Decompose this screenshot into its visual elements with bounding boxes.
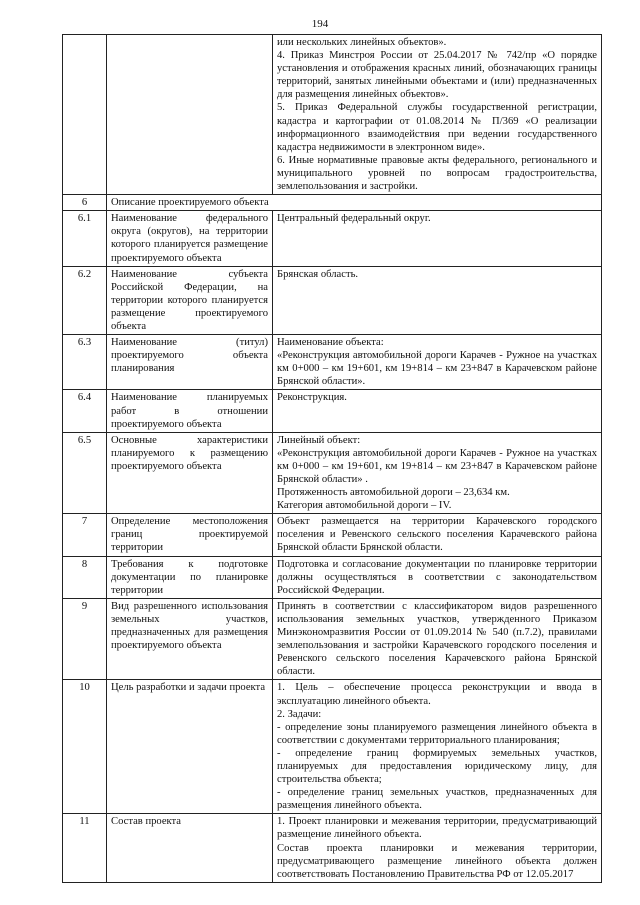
- table-row: [63, 514, 602, 556]
- value-paragraph: Наименование объекта:: [277, 337, 384, 349]
- row-number: 10: [63, 680, 107, 814]
- table-row: [63, 598, 602, 680]
- row-label: Наименование субъекта Российской Федерации, на территории которого планируется размещение проектируемого объекта: [107, 266, 273, 334]
- row-label: Цель разработки и задачи проекта: [107, 680, 273, 814]
- row-value: [273, 211, 602, 266]
- value-paragraph: 5. Приказ Федеральной службы государственной регистрации, кадастра и картографии от 01.08.2014 № П/369 «О реализации информационного взаимодействия при ведении государственного кадастра недвижимости в электронном виде».: [277, 102, 597, 153]
- row-value: [273, 266, 602, 334]
- value-paragraph: Линейный объект:: [277, 434, 361, 446]
- table-row: [63, 335, 602, 390]
- value-paragraph: 4. Приказ Минстроя России от 25.04.2017 № 742/пр «О порядке установления и отображения красных линий, обозначающих границы территорий, занятых линейными объектами и (или) предназначенных для размещения линейных объектов».: [277, 50, 597, 101]
- value-paragraph: - определение зоны планируемого размещения линейного объекта в соответствии с документами территориального планирования;: [277, 721, 597, 746]
- row-label: Требования к подготовке документации по планировке территории: [107, 556, 273, 598]
- value-paragraph: Подготовка и согласование документации по планировке территории должны осуществляться в соответствии с законодательством Российской Федерации.: [277, 558, 597, 596]
- value-paragraph: или нескольких линейных объектов».: [277, 37, 447, 48]
- value-paragraph: - определение границ земельных участков, предназначенных для размещения линейного объекта.: [277, 787, 597, 812]
- value-paragraph: Протяженность автомобильной дороги – 23,634 км.: [277, 487, 510, 499]
- row-value: [273, 514, 602, 556]
- value-paragraph: - определение границ формируемых земельных участков, планируемых для предоставления юридическому лицу, для строительства объекта;: [277, 747, 597, 786]
- row-value: [273, 814, 602, 882]
- row-value: [273, 556, 602, 598]
- row-number: 9: [63, 598, 107, 680]
- table-row: [63, 814, 602, 882]
- row-number: 6.1: [63, 211, 107, 266]
- value-paragraph: Центральный федеральный округ.: [277, 213, 431, 225]
- value-paragraph: 2. Задачи:: [277, 708, 322, 720]
- row-number: 6.2: [63, 266, 107, 334]
- row-label: Определение местоположения границ проектируемой территории: [107, 514, 273, 556]
- row-number: 7: [63, 514, 107, 556]
- row-label: [107, 35, 273, 195]
- value-paragraph: Брянская область.: [277, 268, 359, 280]
- table-row: [63, 35, 602, 195]
- row-number: 6.4: [63, 390, 107, 432]
- row-value: [273, 598, 602, 680]
- value-paragraph: 1. Цель – обеспечение процесса реконструкции и ввода в эксплуатацию линейного объекта.: [277, 682, 597, 707]
- row-label: Состав проекта: [107, 814, 273, 882]
- row-number: 6.5: [63, 432, 107, 514]
- row-label: Вид разрешенного использования земельных участков, предназначенных для размещения проектируемого объекта: [107, 598, 273, 680]
- section-heading: Описание проектируемого объекта: [107, 195, 602, 211]
- table-row: [63, 432, 602, 514]
- table-row: [63, 556, 602, 598]
- value-paragraph: Категория автомобильной дороги – IV.: [277, 500, 452, 512]
- row-number: 8: [63, 556, 107, 598]
- row-value: [273, 680, 602, 814]
- row-number: 11: [63, 814, 107, 882]
- row-label: Наименование (титул) проектируемого объекта планирования: [107, 335, 273, 390]
- value-paragraph: Реконструкция.: [277, 392, 347, 404]
- value-paragraph: 6. Иные нормативные правовые акты федерального, регионального и муниципального уровней по вопросам градостроительства, землепользования и застройки.: [277, 154, 597, 193]
- row-value: [273, 432, 602, 514]
- table-row: [63, 390, 602, 432]
- table-row: [63, 195, 602, 211]
- row-label: Наименование федерального округа (округов), на территории которого планируется размещение проектируемого объекта: [107, 211, 273, 266]
- table-row: [63, 266, 602, 334]
- table-row: [63, 211, 602, 266]
- value-paragraph: «Реконструкция автомобильной дороги Карачев - Ружное на участках км 0+000 – км 19+601, км 19+814 – км 23+847 в Карачевском районе Брянской области» .: [277, 447, 597, 485]
- value-paragraph: Объект размещается на территории Карачевского городского поселения и Ревенского сельского поселения Карачевского района Брянской области Брянской области.: [277, 516, 597, 554]
- page-number: 194: [311, 18, 329, 30]
- value-paragraph: Принять в соответствии с классификатором видов разрешенного использования земельных участков, утвержденного Приказом Минэкономразвития России от 01.09.2014 № 540 (п.7.2), правилами землепользования и застройки Карачевского городского поселения и Ревенского сельского поселения Карачевского района Брянской области.: [277, 600, 597, 678]
- row-value: [273, 35, 602, 195]
- value-paragraph: Состав проекта планировки и межевания территории, предусматривающего размещение линейного объекта должен соответствовать Постановлению Правительства РФ от 12.05.2017: [277, 842, 597, 880]
- row-label: Наименование планируемых работ в отношении проектируемого объекта: [107, 390, 273, 432]
- row-number: [63, 35, 107, 195]
- value-paragraph: 1. Проект планировки и межевания территории, предусматривающий размещение линейного объекта.: [277, 816, 597, 841]
- value-paragraph: «Реконструкция автомобильной дороги Карачев - Ружное на участках км 0+000 – км 19+601, км 19+814 – км 23+847 в Карачевском районе Брянской области».: [277, 350, 597, 388]
- specification-table: [62, 34, 602, 883]
- row-number: 6.3: [63, 335, 107, 390]
- table-row: [63, 680, 602, 814]
- row-label: Основные характеристики планируемого к размещению проектируемого объекта: [107, 432, 273, 514]
- row-number: 6: [63, 195, 107, 211]
- row-value: [273, 335, 602, 390]
- row-value: [273, 390, 602, 432]
